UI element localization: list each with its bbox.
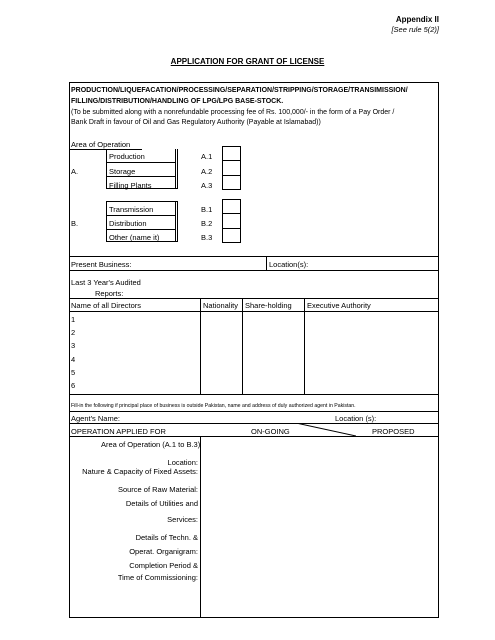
group-b-letter: B. <box>71 219 79 228</box>
area-a2-label: Storage <box>109 167 136 176</box>
area-b3-label: Other (name it) <box>109 233 160 242</box>
agent-location-label: Location (s): <box>335 414 377 423</box>
operation-label: OPERATION APPLIED FOR <box>71 427 166 436</box>
group-a-divider <box>106 149 107 189</box>
director-row-6: 6 <box>71 381 76 390</box>
field-techn: Details of Techn. & <box>135 533 198 542</box>
field-raw-material: Source of Raw Material: <box>117 485 198 494</box>
directors-header-name: Name of all Directors <box>71 301 142 310</box>
director-row-4: 4 <box>71 355 76 364</box>
area-a1-code: A.1 <box>201 152 213 161</box>
header-line-2: FILLING/DISTRIBUTION/HANDLING OF LPG/LPG BASE-STOCK. <box>71 98 284 105</box>
area-b1-label: Transmission <box>109 205 154 214</box>
header-line-4: Bank Draft in favour of Oil and Gas Regulatory Authority (Payable at Islamabad)) <box>71 119 321 126</box>
area-a3-code: A.3 <box>201 181 213 190</box>
page-title: APPLICATION FOR GRANT OF LICENSE <box>170 57 325 66</box>
director-row-5: 5 <box>71 368 76 377</box>
appendix-rule: [See rule 5(2)] <box>391 25 439 34</box>
field-area-of-operation: Area of Operation (A.1 to B.3) <box>101 440 201 449</box>
operation-divider-slash <box>296 423 356 437</box>
field-organigram: Operat. Organigram: <box>129 547 198 556</box>
directors-header-shareholding: Share-holding <box>245 301 292 310</box>
director-row-2: 2 <box>71 328 76 337</box>
field-commissioning: Time of Commissioning: <box>117 573 198 582</box>
frame-right <box>438 82 439 618</box>
operation-ongoing: ON-GOING <box>251 427 290 436</box>
operation-proposed: PROPOSED <box>372 427 415 436</box>
checkbox-a2[interactable] <box>222 160 241 176</box>
frame-bottom <box>69 617 439 618</box>
director-row-1: 1 <box>71 315 76 324</box>
checkbox-b1[interactable] <box>222 199 241 214</box>
frame-top <box>69 82 438 83</box>
area-b2-label: Distribution <box>109 219 147 228</box>
checkbox-a1[interactable] <box>222 146 241 161</box>
directors-header-nationality: Nationality <box>203 301 239 310</box>
checkbox-a3[interactable] <box>222 175 241 190</box>
area-label: Area of Operation <box>71 140 131 149</box>
director-row-3: 3 <box>71 341 76 350</box>
header-line-3: (To be submitted along with a nonrefundable processing fee of Rs. 100,000/- in the form of a Pay Order / <box>71 109 395 116</box>
checkbox-b3[interactable] <box>222 228 241 243</box>
field-utilities: Details of Utilities and <box>125 499 198 508</box>
audited-reports-label: Reports: <box>95 289 124 298</box>
area-a3-label: Filling Plants <box>109 181 152 190</box>
audited-label: Last 3 Year's Audited <box>71 278 141 287</box>
fill-note: Fill-in the following if principal place of business is outside Pakistan, name and address of duly authorized agent in Pakistan. <box>71 403 356 409</box>
location-label: Location(s): <box>269 260 309 269</box>
agent-name-label: Agent's Name: <box>71 414 120 423</box>
area-b1-code: B.1 <box>201 205 213 214</box>
checkbox-b2[interactable] <box>222 213 241 229</box>
fields-divider <box>200 436 201 618</box>
group-a-letter: A. <box>71 167 79 176</box>
appendix-title: Appendix II <box>395 15 439 24</box>
field-fixed-assets: Nature & Capacity of Fixed Assets: <box>82 467 198 476</box>
field-completion: Completion Period & <box>129 561 198 570</box>
field-location: Location: <box>167 458 198 467</box>
field-services: Services: <box>167 515 198 524</box>
area-a1-label: Production <box>109 152 145 161</box>
present-business-label: Present Business: <box>71 260 132 269</box>
area-a2-code: A.2 <box>201 167 213 176</box>
directors-header-executive: Executive Authority <box>307 301 371 310</box>
area-b2-code: B.2 <box>201 219 213 228</box>
area-b3-code: B.3 <box>201 233 213 242</box>
group-b-divider <box>106 201 107 242</box>
header-line-1: PRODUCTION/LIQUEFACATION/PROCESSING/SEPARATION/STRIPPING/STORAGE/TRANSIMISSION/ <box>71 87 408 94</box>
